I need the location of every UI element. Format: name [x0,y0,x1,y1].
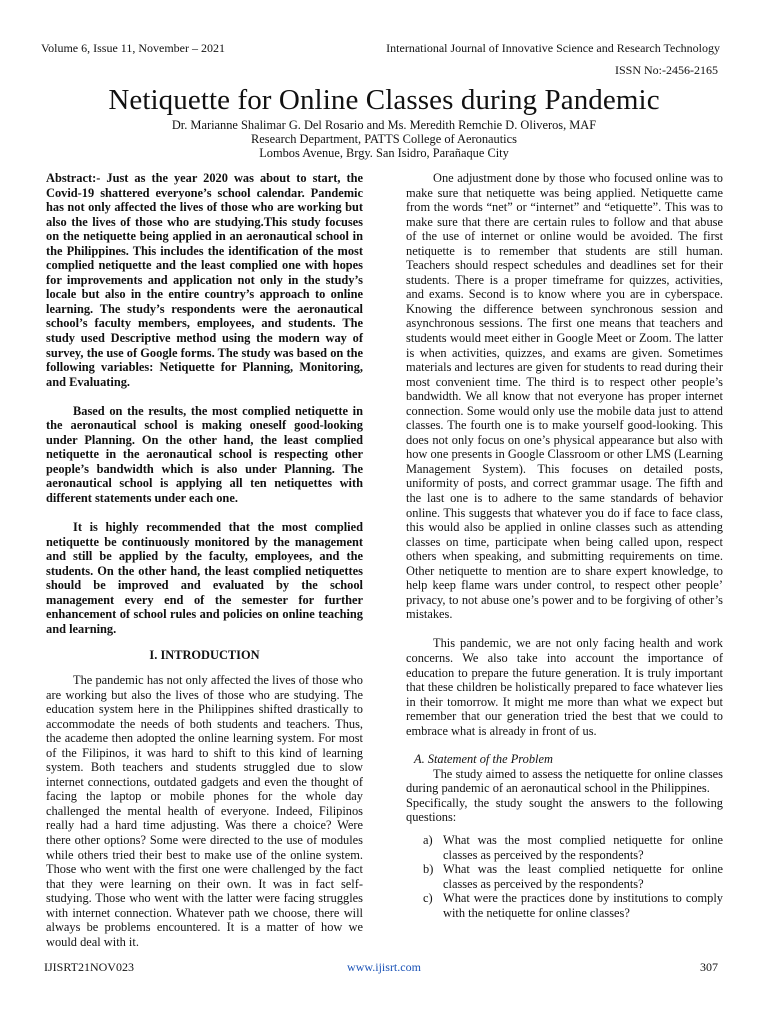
page-number: 307 [700,960,718,974]
research-question-a [406,833,723,862]
pandemic-paragraph: This pandemic, we are not only facing health and work concerns. We also take into account the importance of education to prepare the future generation. It is truly important that these children be holistically prepared to face whatever lies in their tomorrow. It might me more than what we expect but remember that our generation tried the best that we could to embrace what is already in front of us. [406,636,723,738]
list-marker: a) [423,833,433,848]
abstract-paragraph-3: It is highly recommended that the most complied netiquette be continuously monitored by the management and still be applied by the faculty, employees, and the students. On the other hand, the least complied netiquettes should be improved and evaluated by the school management every end of the semester for further enhancement of school rules and policies on online teaching and learning. [46,520,363,636]
list-marker: c) [423,891,433,906]
journal-name-header: International Journal of Innovative Science and Research Technology [386,41,720,55]
netiquette-paragraph: One adjustment done by those who focused online was to make sure that netiquette was being applied. Netiquette came from the words “net” or “internet” and “etiquette”. This was to make sure that there are certain rules to follow and that abuse of the use of internet or online would be avoided. The first netiquette is to remember that students are still human. Teachers should respect schedules and deadlines set for their students. There is a proper timeframe for quizzes, activities, and exams. Second is to know where you are in cyberspace. Knowing the difference between synchronous session and asynchronous sessions. The first one means that teachers and students would meet either in Google Meet or Zoom. The latter is when activities, quizzes, and exams are given. Sometimes materials and lectures are given for students to read during their most convenient time. The third is to respect other people’s bandwidth. We all know that not everyone has proper internet connection. Some would only use the mobile data just to attend classes. The fourth one is to make yourself good-looking. This does not only focus on one’s physical appearance but also with how one presents in Google Classroom or other LMS (Learning Management System). This focuses on detailed posts, uniformity of posts, and correct grammar usage. The fifth and the last one is to adhere to the same standards of behavior online. This suggests that whatever you do if face to face class, this would also be applied in online classes such as attending classes on time, participate when being called upon, respect others when speaking, and submitting requirements on time. Other netiquette to mention are to share expert knowledge, to help keep flame wars under control, to respect other people’ privacy, to not abuse one’s power and to be forgiving of other’s mistakes. [406,171,723,622]
list-marker: b) [423,862,434,877]
paper-title: Netiquette for Online Classes during Pandemic [108,84,660,116]
specific-questions-intro: Specifically, the study sought the answers to the following questions: [406,795,723,825]
department-line: Research Department, PATTS College of Aeronautics [251,132,517,146]
introduction-paragraph: The pandemic has not only affected the lives of those who are working but also the lives of those who are studying. The education system here in the Philippines shifted drastically to accommodate the needs of both students and teachers. Thus, the academe then adopted the online learning system. For most of the Filipinos, it was hard to shift to this kind of learning system. Both teachers and students struggled due to slow internet connections, outdated gadgets and even the thought of facing the laptop or mobile phones for the whole day challenged the mental health of everyone. Indeed, Filipinos really had a hard time adjusting. Was there a choice? Were there other options? Some were directed to the use of modules while others tried their best to make use of the online system. Those who went with the first one were challenged by the fact that they were learning on their own. It was in fact self-studying. Those who went with the latter were facing struggles with internet connection. Whatever path we choose, there will always be problems encountered. It is a matter of how we would deal with it. [46,672,363,949]
research-questions-list [406,833,723,920]
introduction-heading: I. INTRODUCTION [149,648,260,663]
website-link[interactable]: www.ijisrt.com [347,960,421,974]
study-aim-paragraph: The study aimed to assess the netiquette for online classes during pandemic of an aeronautical school in the Philippines. [406,766,723,796]
research-question-b [406,862,723,891]
question-text: What was the most complied netiquette for online classes as perceived by the respondents? [443,833,723,862]
research-question-c [406,891,723,920]
authors-line: Dr. Marianne Shalimar G. Del Rosario and Ms. Meredith Remchie D. Oliveros, MAF [171,118,597,132]
question-text: What was the least complied netiquette for online classes as perceived by the respondents? [443,862,723,891]
volume-issue-header: Volume 6, Issue 11, November – 2021 [41,41,225,55]
issn-header: ISSN No:-2456-2165 [614,63,718,77]
abstract-paragraph-1: Abstract:- Just as the year 2020 was about to start, the Covid-19 shattered everyone’s school calendar. Pandemic has not only affected the lives of those who are working but also the lives of those who are studying.This study focuses on the netiquette being applied in an aeronautical school in the Philippines. This includes the identification of the most complied netiquette and the least complied one with hopes for improvements and application not only in the study’s locale but also in the entire country’s approach to online learning. The study’s respondents were the aeronautical school’s faculty members, employees, and students. The study used Descriptive method using the modern way of survey, the use of Google forms. The study was based on the following variables: Netiquette for Planning, Monitoring, and Evaluating. [46,171,363,389]
paper-id-footer: IJISRT21NOV023 [44,960,134,974]
address-line: Lombos Avenue, Brgy. San Isidro, Parañaque City [259,146,509,160]
right-column [406,171,723,920]
abstract-paragraph-2: Based on the results, the most complied netiquette in the aeronautical school is making oneself good-looking under Planning. On the other hand, the least complied netiquette in the aeronautical school is respecting other people’s bandwidth which is also under Planning. The aeronautical school is applying all ten netiquettes with different statements under each one. [46,403,363,505]
statement-of-problem-heading: A. Statement of the Problem [414,752,553,767]
left-column [46,171,363,949]
question-text: What were the practices done by institutions to comply with the netiquette for online classes? [443,891,723,920]
